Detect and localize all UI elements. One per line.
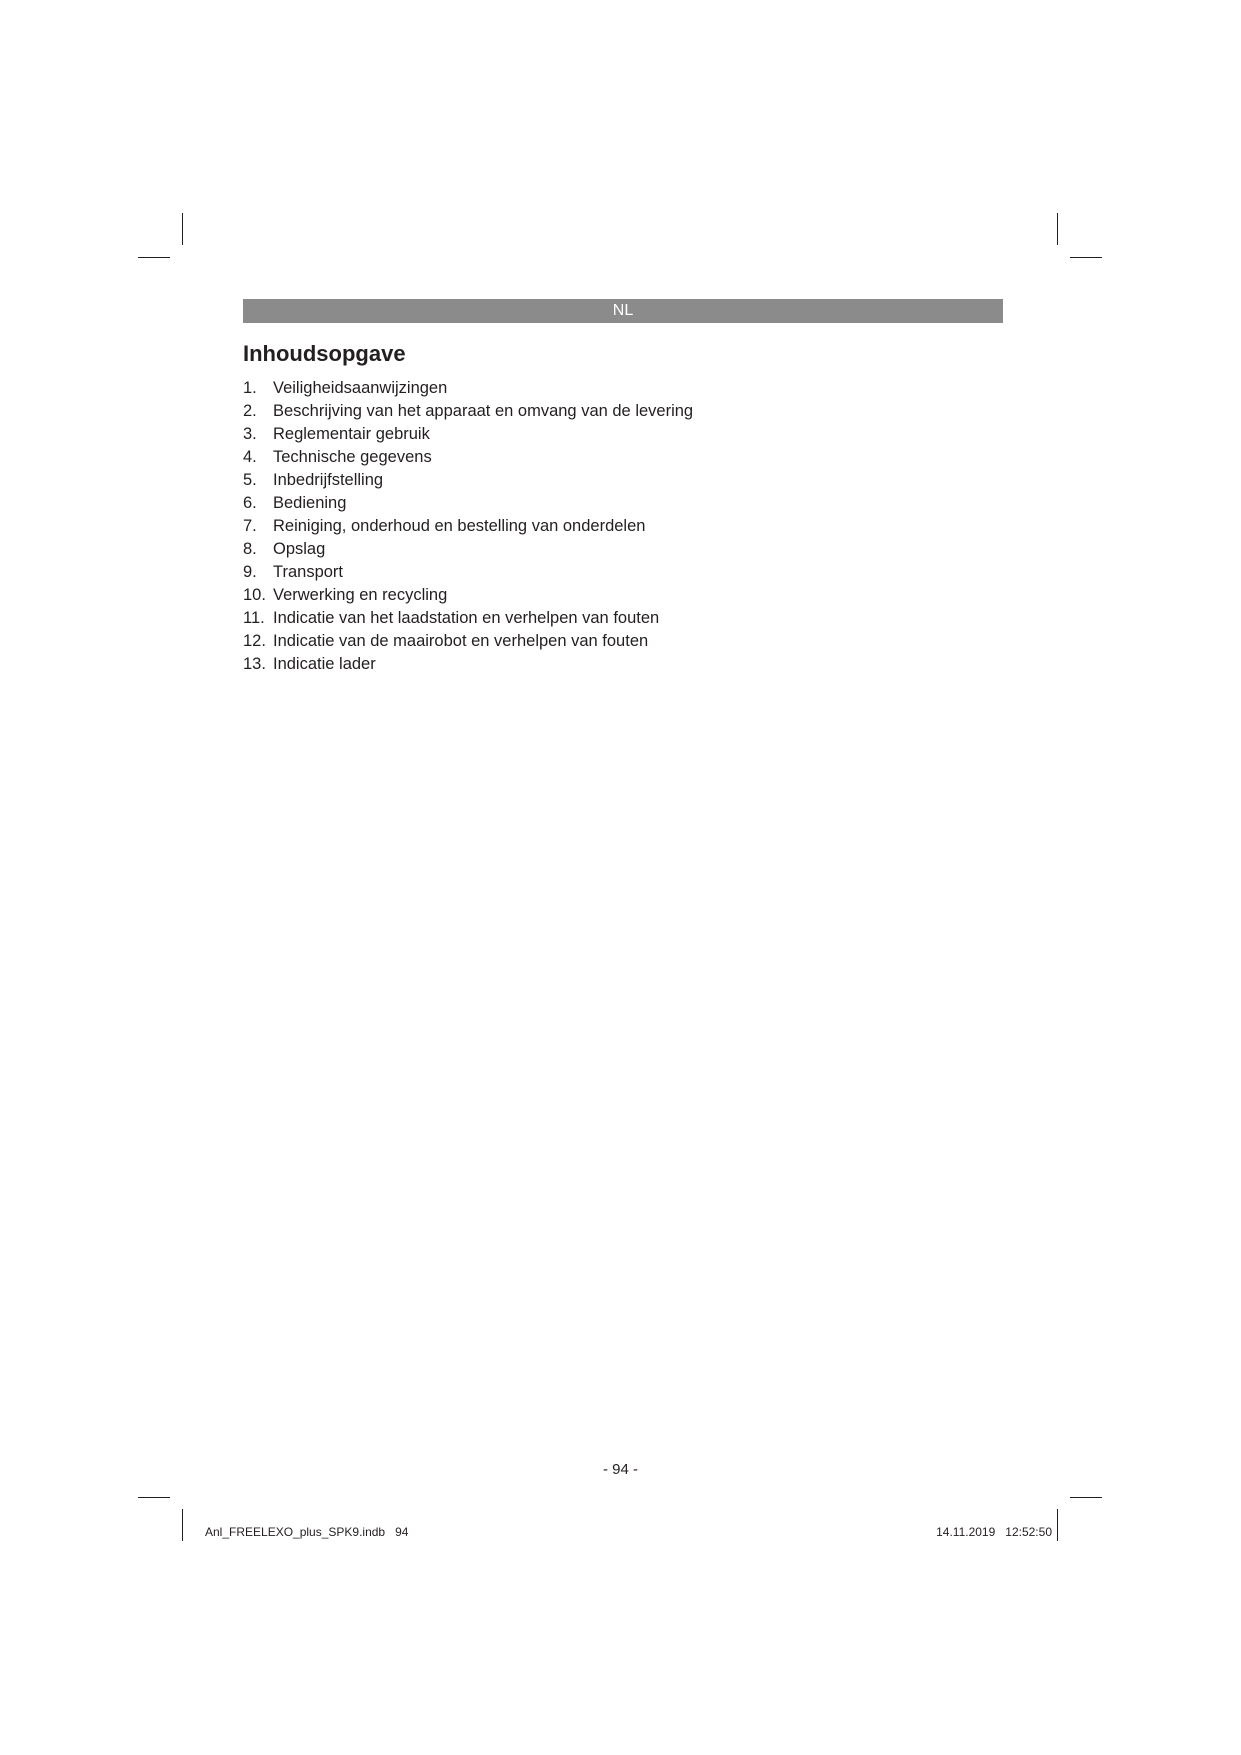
toc-item-number: 10. xyxy=(243,586,266,604)
toc-item-number: 9. xyxy=(243,563,257,581)
toc-item-number: 3. xyxy=(243,425,257,443)
toc-item xyxy=(243,538,693,561)
crop-mark-top-right-vertical xyxy=(1057,213,1058,245)
toc-item-label: Indicatie van de maairobot en verhelpen van fouten xyxy=(273,632,649,650)
toc-item-label: Transport xyxy=(273,563,343,581)
toc-item-number: 13. xyxy=(243,655,266,673)
toc-item-label: Indicatie lader xyxy=(273,655,376,673)
crop-mark-top-right-horizontal xyxy=(1070,257,1102,258)
toc-item xyxy=(243,561,693,584)
toc-item-label: Beschrijving van het apparaat en omvang van de levering xyxy=(273,402,694,420)
footer-file-info: Anl_FREELEXO_plus_SPK9.indb 94 xyxy=(205,1525,409,1539)
toc-item xyxy=(243,653,693,676)
toc-item xyxy=(243,446,693,469)
toc-item-label: Technische gegevens xyxy=(273,448,432,466)
toc-item-label: Reglementair gebruik xyxy=(273,425,430,443)
toc-item-label: Verwerking en recycling xyxy=(273,586,448,604)
crop-mark-top-left-vertical xyxy=(182,213,183,245)
footer-timestamp: 14.11.2019 12:52:50 xyxy=(936,1525,1052,1539)
page-number: - 94 - xyxy=(602,1461,638,1478)
toc-item-label: Reiniging, onderhoud en bestelling van onderdelen xyxy=(273,517,646,535)
toc-item-label: Inbedrijfstelling xyxy=(273,471,384,489)
toc-item-number: 4. xyxy=(243,448,257,466)
toc-item-label: Opslag xyxy=(273,540,326,558)
language-header-bar xyxy=(243,299,1003,323)
crop-mark-bottom-right-horizontal xyxy=(1070,1497,1102,1498)
toc-item-number: 2. xyxy=(243,402,257,420)
crop-mark-bottom-left-horizontal xyxy=(138,1497,170,1498)
toc-item xyxy=(243,377,693,400)
crop-mark-bottom-right-vertical xyxy=(1057,1509,1058,1541)
toc-item-label: Bediening xyxy=(273,494,347,512)
toc-item-number: 11. xyxy=(243,609,265,627)
toc-item-number: 1. xyxy=(243,379,257,397)
crop-mark-bottom-left-vertical xyxy=(182,1509,183,1541)
toc-item xyxy=(243,515,693,538)
toc-item-label: Indicatie van het laadstation en verhelpen van fouten xyxy=(273,609,660,627)
toc-item xyxy=(243,492,693,515)
language-code: NL xyxy=(612,302,634,319)
toc-item xyxy=(243,584,693,607)
toc-item-number: 6. xyxy=(243,494,257,512)
toc-item xyxy=(243,630,693,653)
toc-title: Inhoudsopgave xyxy=(243,341,406,366)
toc-item xyxy=(243,400,693,423)
toc-item-number: 5. xyxy=(243,471,257,489)
toc-item xyxy=(243,607,693,630)
toc-item-number: 12. xyxy=(243,632,266,650)
toc-item-number: 8. xyxy=(243,540,257,558)
crop-mark-top-left-horizontal xyxy=(138,257,170,258)
toc-item-label: Veiligheidsaanwijzingen xyxy=(273,379,448,397)
toc-item xyxy=(243,423,693,446)
toc-item-number: 7. xyxy=(243,517,257,535)
toc-item xyxy=(243,469,693,492)
table-of-contents xyxy=(243,377,693,676)
